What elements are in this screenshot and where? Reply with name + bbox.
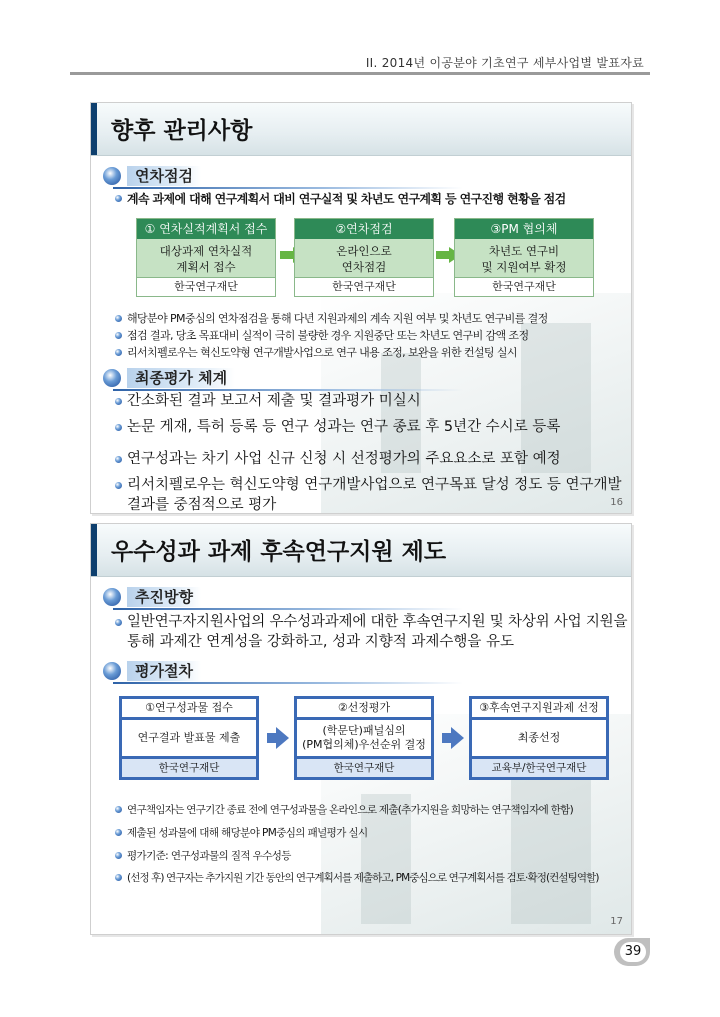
slide-page-number: 17 (610, 916, 623, 927)
step-body: 대상과제 연차실적 계획서 접수 (159, 244, 253, 274)
arrow-right-icon (267, 727, 289, 749)
step-head: ③PM 협의체 (455, 219, 593, 239)
bullet-orb-icon (103, 662, 121, 680)
step-box (294, 696, 434, 780)
page-number-badge (614, 938, 650, 966)
step-org: 한국연구재단 (122, 759, 256, 777)
final-item: 연구성과는 차기 사업 신규 신청 시 선정평가의 주요요소로 포함 예정 (127, 449, 561, 470)
note-item: 평가기준: 연구성과물의 질적 우수성등 (127, 850, 291, 862)
page-number: 39 (620, 942, 646, 962)
section-heading (103, 367, 463, 391)
final-item: 간소화된 결과 보고서 제출 및 결과평가 미실시 (127, 391, 421, 412)
intro-text: 계속 과제에 대해 연구계획서 대비 연구실적 및 차년도 연구계획 등 연구진행 현황을 점검 (127, 192, 566, 206)
step-org: 한국연구재단 (297, 759, 431, 777)
step-head: ①연구성과물 접수 (122, 699, 256, 717)
direction-text: 일반연구자지원사업의 우수성과과제에 대한 후속연구지원 및 차상위 사업 지원을 (127, 612, 627, 633)
step-body: 연구결과 발표물 제출 (122, 720, 256, 756)
bullet-orb-icon (103, 167, 121, 185)
step-body: (학문단)패널심의 (PM협의체)우선순위 결정 (297, 720, 431, 756)
note-item: 제출된 성과물에 대해 해당분야 PM중심의 패널평가 실시 (127, 827, 368, 839)
note-item: (선정 후) 연구자는 추가지원 기간 동안의 연구계획서를 제출하고, PM중심으로 연구계획서를 검토·확정(컨설팅역할) (127, 872, 599, 884)
final-item: 리서치펠로우는 혁신도약형 연구개발사업으로 연구목표 달성 정도 등 연구개발 (127, 475, 622, 496)
step-box (469, 696, 609, 780)
arrow-right-icon (442, 727, 464, 749)
step-body: 온라인으로 연차점검 (336, 244, 392, 274)
note-item: 리서치펠로우는 혁신도약형 연구개발사업으로 연구 내용 조정, 보완을 위한 컨설팅 실시 (127, 346, 517, 359)
slide-2 (90, 523, 632, 935)
header-text: II. 2014년 이공분야 기초연구 세부사업별 발표자료 (365, 56, 644, 70)
note-item: 연구책임자는 연구기간 종료 전에 연구성과물을 온라인으로 제출(추가지원을 희망하는 연구책임자에 한함) (127, 804, 574, 816)
page-header (70, 44, 650, 75)
section-label: 추진방향 (127, 587, 201, 607)
slide-title: 향후 관리사항 (111, 118, 253, 144)
slide-title-bar (91, 103, 631, 156)
step-head: ① 연차실적계획서 접수 (137, 219, 275, 239)
slide-title: 우수성과 과제 후속연구지원 제도 (111, 539, 447, 565)
section-heading (103, 165, 463, 189)
note-item: 해당분야 PM중심의 연차점검을 통해 다년 지원과제의 계속 지원 여부 및 차년도 연구비를 결정 (127, 312, 548, 325)
step-head: ②선정평가 (297, 699, 431, 717)
section-label: 평가절차 (127, 661, 201, 681)
bullet-orb-icon (103, 588, 121, 606)
slide-page-number: 16 (610, 497, 623, 508)
section-heading (103, 586, 463, 610)
step-org: 한국연구재단 (454, 277, 594, 297)
section-heading (103, 660, 463, 684)
step-head: ③후속연구지원과제 선정 (472, 699, 606, 717)
direction-text-cont: 통해 과제간 연계성을 강화하고, 성과 지향적 과제수행을 유도 (127, 634, 515, 650)
step-body: 차년도 연구비 및 지원여부 확정 (481, 244, 567, 274)
step-org: 한국연구재단 (294, 277, 434, 297)
final-item-cont: 결과를 중점적으로 평가 (127, 497, 277, 513)
step-org: 교육부/한국연구재단 (472, 759, 606, 777)
section-label: 연차점검 (127, 166, 201, 186)
final-item: 논문 게재, 특허 등록 등 연구 성과는 연구 종료 후 5년간 수시로 등록 (127, 417, 560, 438)
note-item: 점검 결과, 당초 목표대비 실적이 극히 불량한 경우 지원중단 또는 차년도 연구비 감액 조정 (127, 329, 529, 342)
slide-title-bar (91, 524, 631, 577)
step-box (119, 696, 259, 780)
step-org: 한국연구재단 (136, 277, 276, 297)
section-label: 최종평가 체계 (127, 368, 235, 388)
step-body: 최종선정 (472, 720, 606, 756)
slide-1 (90, 102, 632, 514)
step-head: ②연차점검 (295, 219, 433, 239)
bullet-orb-icon (103, 369, 121, 387)
